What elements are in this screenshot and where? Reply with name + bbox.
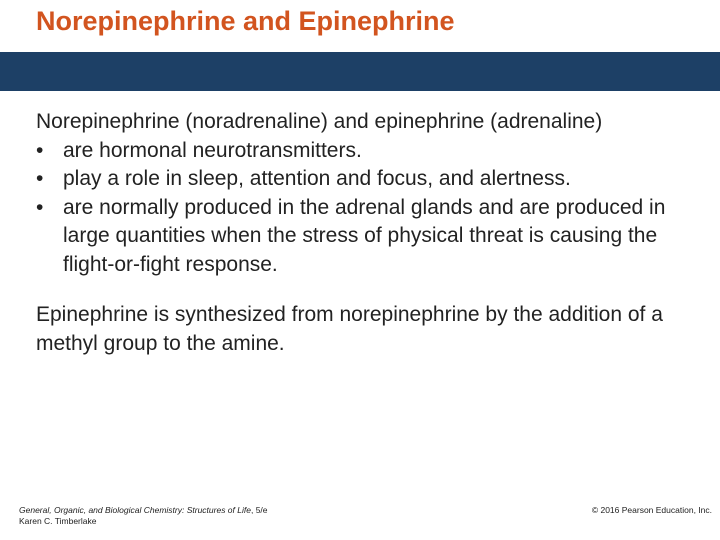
footer-citation xyxy=(19,505,268,527)
author-name: Karen C. Timberlake xyxy=(19,516,97,526)
bullet-text: are normally produced in the adrenal glands and are produced in large quantities when the stress of physical threat is causing the flight-or-fight response. xyxy=(63,195,666,276)
title-bar xyxy=(0,52,720,91)
intro-text: Norepinephrine (noradrenaline) and epinephrine (adrenaline) xyxy=(36,110,603,133)
bullet-text: play a role in sleep, attention and focus, and alertness. xyxy=(63,167,571,190)
slide-body xyxy=(36,108,708,358)
closing-text: Epinephrine is synthesized from norepinephrine by the addition of a methyl group to the amine. xyxy=(36,303,663,355)
bullet-item xyxy=(36,194,708,280)
bullet-item xyxy=(36,137,708,166)
bullet-text: are hormonal neurotransmitters. xyxy=(63,138,362,162)
book-citation xyxy=(19,505,268,516)
copyright-notice: © 2016 Pearson Education, Inc. xyxy=(591,505,712,515)
book-title: General, Organic, and Biological Chemistry: Structures of Life xyxy=(19,505,251,515)
slide-title: Norepinephrine and Epinephrine xyxy=(36,6,455,36)
bullet-item xyxy=(36,165,708,194)
bullet-list xyxy=(36,137,708,280)
bullet-icon: • xyxy=(36,167,44,190)
bullet-icon: • xyxy=(36,195,44,219)
book-edition: , 5/e xyxy=(250,505,268,515)
bullet-icon: • xyxy=(36,138,44,162)
